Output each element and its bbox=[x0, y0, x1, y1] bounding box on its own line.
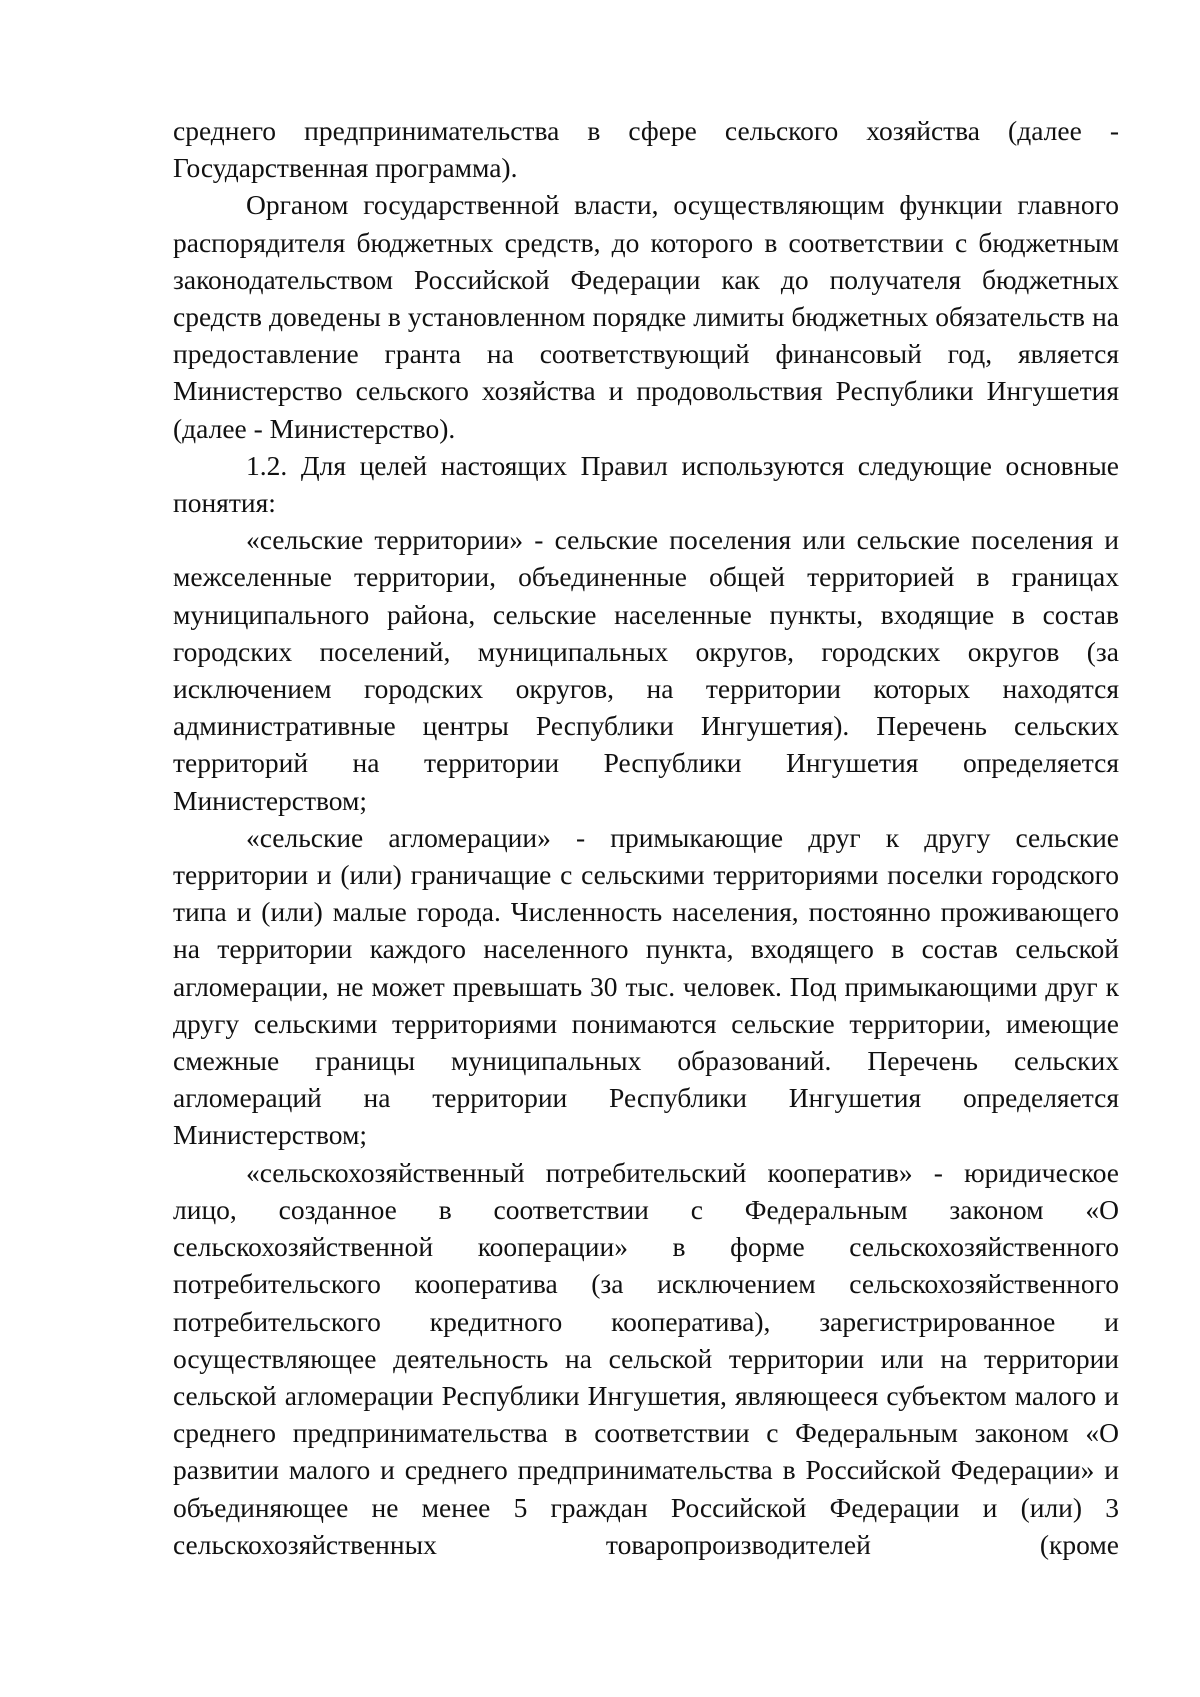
paragraph-rural-territories: «сельские территории» - сельские поселения или сельские поселения и межселенные территории, объединенные общей территорией в границах муниципального района, сельские населенные пункты, входящие в состав городских поселений, муниципальных округов, городских округов (за исключением городских округов, на территории которых находятся административные центры Республики Ингушетия). Перечень сельских территорий на территории Республики Ингушетия определяется Министерством; bbox=[173, 524, 1119, 816]
paragraph-rural-agglomerations: «сельские агломерации» - примыкающие друг к другу сельские территории и (или) граничащие с сельскими территориями поселки городского типа и (или) малые города. Численность населения, постоянно проживающего на территории каждого населенного пункта, входящего в состав сельской агломерации, не может превышать 30 тыс. человек. Под примыкающими друг к другу сельскими территориями понимаются сельские территории, имеющие смежные границы муниципальных образований. Перечень сельских агломераций на территории Республики Ингушетия определяется Министерством; bbox=[173, 821, 1119, 1151]
paragraph-ministry-authority: Органом государственной власти, осуществляющим функции главного распорядителя бюджетных средств, до которого в соответствии с бюджетным законодательством Российской Федерации как до получателя бюджетных средств доведены в установленном порядке лимиты бюджетных обязательств на предоставление гранта на соответствующий финансовый год, является Министерство сельского хозяйства и продовольствия Республики Ингушетия (далее - Министерство). bbox=[173, 189, 1119, 444]
document-page bbox=[173, 112, 1119, 1563]
paragraph-continuation: среднего предпринимательства в сфере сельского хозяйства (далее - Государственная программа). bbox=[173, 115, 1119, 184]
paragraph-definitions-intro: 1.2. Для целей настоящих Правил используются следующие основные понятия: bbox=[173, 449, 1119, 519]
paragraph-consumer-cooperative: «сельскохозяйственный потребительский кооператив» - юридическое лицо, созданное в соответствии с Федеральным законом «О сельскохозяйственной кооперации» в форме сельскохозяйственного потребительского кооператива (за исключением сельскохозяйственного потребительского кредитного кооператива), зарегистрированное и осуществляющее деятельность на сельской территории или на территории сельской агломерации Республики Ингушетия, являющееся субъектом малого и среднего предпринимательства в соответствии с Федеральным законом «О развитии малого и среднего предпринимательства в Российской Федерации» и объединяющее не менее 5 граждан Российской Федерации и (или) 3 сельскохозяйственных товаропроизводителей (кроме bbox=[173, 1156, 1119, 1560]
